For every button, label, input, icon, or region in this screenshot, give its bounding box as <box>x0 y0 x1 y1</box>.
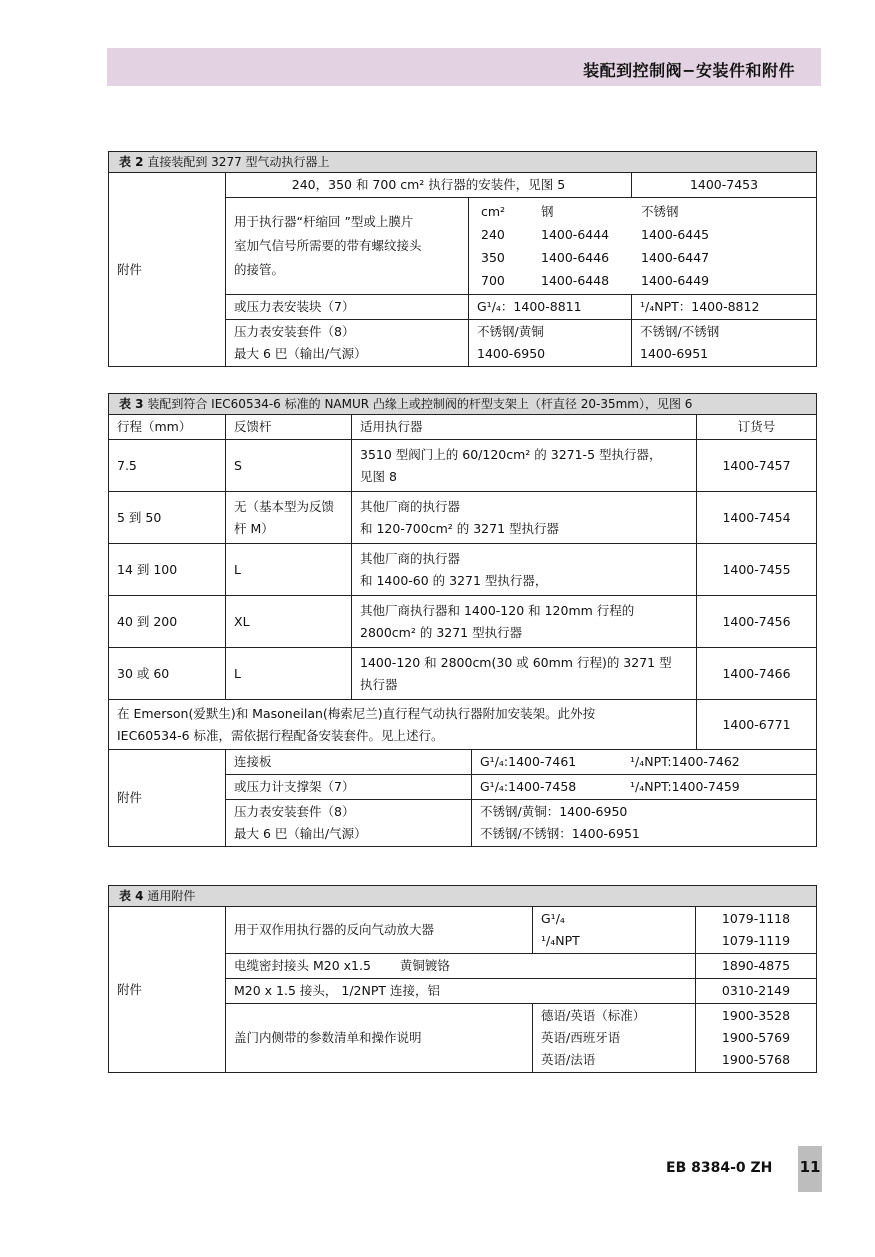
order-number: 1400-6771 <box>697 700 817 750</box>
row-desc <box>226 320 469 367</box>
actuator-line: 其他厂商的执行器 <box>360 550 461 566</box>
material-option <box>632 320 817 367</box>
table-row <box>109 596 817 648</box>
order-number: 1400-7456 <box>697 596 817 648</box>
table-caption <box>109 152 817 173</box>
stroke-cell: 30 或 60 <box>109 648 226 700</box>
actuator-line: 和 1400-60 的 3271 型执行器， <box>360 572 548 588</box>
table-row <box>109 700 817 750</box>
order-number: 1400-6950 <box>477 346 546 361</box>
table-caption <box>109 394 817 415</box>
table-row <box>109 648 817 700</box>
material-option <box>469 320 632 367</box>
lever-cell: XL <box>226 596 352 648</box>
npt-thread-code: ¹/₄NPT:1400-7462 <box>630 754 740 769</box>
side-label: 附件 <box>109 907 226 1073</box>
emerson-note <box>109 700 697 750</box>
order-number: 1890-4875 <box>696 954 817 979</box>
size-row <box>481 223 804 246</box>
order-number: 1400-7455 <box>697 544 817 596</box>
stroke-cell: 5 到 50 <box>109 492 226 544</box>
desc-line: 压力表安装套件（8） <box>234 324 355 339</box>
actuator-line: 其他厂商执行器和 1400-120 和 120mm 行程的 <box>360 602 635 618</box>
table-row <box>109 544 817 596</box>
column-header: 适用执行器 <box>352 415 697 440</box>
lever-cell: L <box>226 544 352 596</box>
stroke-cell: 7.5 <box>109 440 226 492</box>
thread-option: G¹/₄ <box>541 911 565 926</box>
size-row <box>481 246 804 269</box>
actuator-line: 1400-120 和 2800cm(30 或 60mm 行程)的 3271 型 <box>360 654 672 670</box>
order-numbers <box>696 1004 817 1073</box>
page-title: 装配到控制阀−安装件和附件 <box>583 61 795 80</box>
desc-line: 压力表安装套件（8） <box>234 804 355 819</box>
row-desc: 盖门内侧带的参数清单和操作说明 <box>226 1004 533 1073</box>
page-number: 11 <box>799 1158 821 1176</box>
header-band <box>107 48 821 86</box>
row-desc: 或压力计支撑架（7） <box>226 775 472 800</box>
order-number: 1079-1119 <box>721 933 791 948</box>
actuator-line: 其他厂商的执行器 <box>360 498 461 514</box>
desc-line: 最大 6 巴（输出/气源） <box>234 346 367 361</box>
material-options <box>472 800 817 847</box>
order-number: 1900-5769 <box>721 1030 791 1045</box>
g-thread-code: G¹/₄:1400-7461 <box>480 754 577 769</box>
column-header: 反馈杆 <box>226 415 352 440</box>
caption-label: 表 2 <box>119 155 144 169</box>
row-desc <box>226 198 469 295</box>
order-number: 1400-6951 <box>640 346 709 361</box>
stroke-cell: 14 到 100 <box>109 544 226 596</box>
thread-option: ¹/₄NPT <box>541 933 580 948</box>
g-thread-code: G¹/₄:1400-7458 <box>480 779 577 794</box>
order-number: 1400-7457 <box>697 440 817 492</box>
actuator-cell <box>352 492 697 544</box>
size-cell: 240 <box>481 227 505 242</box>
order-numbers <box>696 907 817 954</box>
table-2 <box>108 151 817 367</box>
size-grid <box>469 198 817 295</box>
order-number: 1400-7466 <box>697 648 817 700</box>
order-number: 1900-3528 <box>721 1008 791 1023</box>
note-line: 在 Emerson(爱默生)和 Masoneilan(梅索尼兰)直行程气动执行器附加安装架。此外按 <box>117 705 596 721</box>
actuator-cell <box>352 648 697 700</box>
order-number: 1900-5768 <box>721 1052 791 1067</box>
side-label: 附件 <box>109 750 226 847</box>
language-options <box>533 1004 696 1073</box>
size-cell: 700 <box>481 273 505 288</box>
language-option: 德语/英语（标准） <box>541 1008 646 1023</box>
size-cell: 350 <box>481 250 505 265</box>
lever-cell: S <box>226 440 352 492</box>
size-cell: 1400-6445 <box>641 227 710 242</box>
col-head: 钢 <box>541 204 554 219</box>
language-option: 英语/西班牙语 <box>541 1030 621 1045</box>
lever-cell: 无（基本型为反馈杆 M） <box>226 492 352 544</box>
row-desc <box>226 800 472 847</box>
actuator-line: 2800cm² 的 3271 型执行器 <box>360 624 523 640</box>
language-option: 英语/法语 <box>541 1052 596 1067</box>
size-cell: 1400-6444 <box>541 227 610 242</box>
thread-codes <box>472 775 817 800</box>
row-desc: 用于双作用执行器的反向气动放大器 <box>226 907 533 954</box>
g-thread-code: G¹/₄：1400-8811 <box>469 295 632 320</box>
thread-codes <box>472 750 817 775</box>
order-number: 0310-2149 <box>696 979 817 1004</box>
size-header <box>481 200 804 223</box>
size-cell: 1400-6448 <box>541 273 610 288</box>
size-cell: 1400-6449 <box>641 273 710 288</box>
actuator-line: 执行器 <box>360 676 398 692</box>
lever-cell: L <box>226 648 352 700</box>
thread-codes-grid <box>480 751 808 773</box>
table-row <box>109 492 817 544</box>
table-3 <box>108 393 817 847</box>
npt-thread-code: ¹/₄NPT：1400-8812 <box>632 295 817 320</box>
thread-codes-grid <box>480 776 808 798</box>
desc-line: 最大 6 巴（输出/气源） <box>234 826 367 841</box>
size-cell: 1400-6446 <box>541 250 610 265</box>
caption-label: 表 3 <box>119 397 144 411</box>
note-line: IEC60534-6 标准，需依据行程配备安装套件。见上述行。 <box>117 727 444 743</box>
actuator-line: 3510 型阀门上的 60/120cm² 的 3271-5 型执行器， <box>360 446 662 462</box>
row-desc: M20 x 1.5 接头， 1/2NPT 连接，铝 <box>226 979 696 1004</box>
row-desc: 电缆密封接头 M20 x1.5 黄铜镀铬 <box>226 954 696 979</box>
npt-thread-code: ¹/₄NPT:1400-7459 <box>630 779 740 794</box>
material-option: 不锈钢/不锈钢：1400-6951 <box>480 826 640 841</box>
desc-line: 的接管。 <box>234 262 285 277</box>
row-desc: 连接板 <box>226 750 472 775</box>
desc-line: 用于执行器“杆缩回 ”型或上膜片 <box>234 214 414 229</box>
page-number-box <box>798 1146 822 1192</box>
actuator-cell <box>352 440 697 492</box>
actuator-cell <box>352 544 697 596</box>
side-label: 附件 <box>109 173 226 367</box>
actuator-cell <box>352 596 697 648</box>
col-head: 不锈钢 <box>641 204 679 219</box>
table-row <box>109 440 817 492</box>
order-number: 1400-7454 <box>697 492 817 544</box>
caption-text: 通用附件 <box>147 889 196 903</box>
table-caption <box>109 886 817 907</box>
table-4 <box>108 885 817 1073</box>
material-name: 不锈钢/不锈钢 <box>640 324 720 339</box>
actuator-line: 见图 8 <box>360 468 397 484</box>
row-desc: 240，350 和 700 cm² 执行器的安装件，见图 5 <box>226 173 632 198</box>
material-option: 不锈钢/黄铜：1400-6950 <box>480 804 628 819</box>
row-desc: 或压力表安装块（7） <box>226 295 469 320</box>
caption-text: 装配到符合 IEC60534-6 标准的 NAMUR 凸缘上或控制阀的杆型支架上（杆直径 20-35mm），见图 6 <box>147 397 693 411</box>
material-name: 不锈钢/黄铜 <box>477 324 544 339</box>
column-header: 订货号 <box>697 415 817 440</box>
thread-options <box>533 907 696 954</box>
caption-text: 直接装配到 3277 型气动执行器上 <box>147 155 330 169</box>
actuator-line: 和 120-700cm² 的 3271 型执行器 <box>360 520 559 536</box>
document-code: EB 8384-0 ZH <box>666 1160 773 1176</box>
stroke-cell: 40 到 200 <box>109 596 226 648</box>
order-number: 1079-1118 <box>721 911 791 926</box>
size-cell: 1400-6447 <box>641 250 710 265</box>
desc-line: 室加气信号所需要的带有螺纹接头 <box>234 238 422 253</box>
column-header: 行程（mm） <box>109 415 226 440</box>
col-head: cm² <box>481 204 506 219</box>
order-number: 1400-7453 <box>632 173 817 198</box>
size-row <box>481 269 804 292</box>
caption-label: 表 4 <box>119 889 144 903</box>
